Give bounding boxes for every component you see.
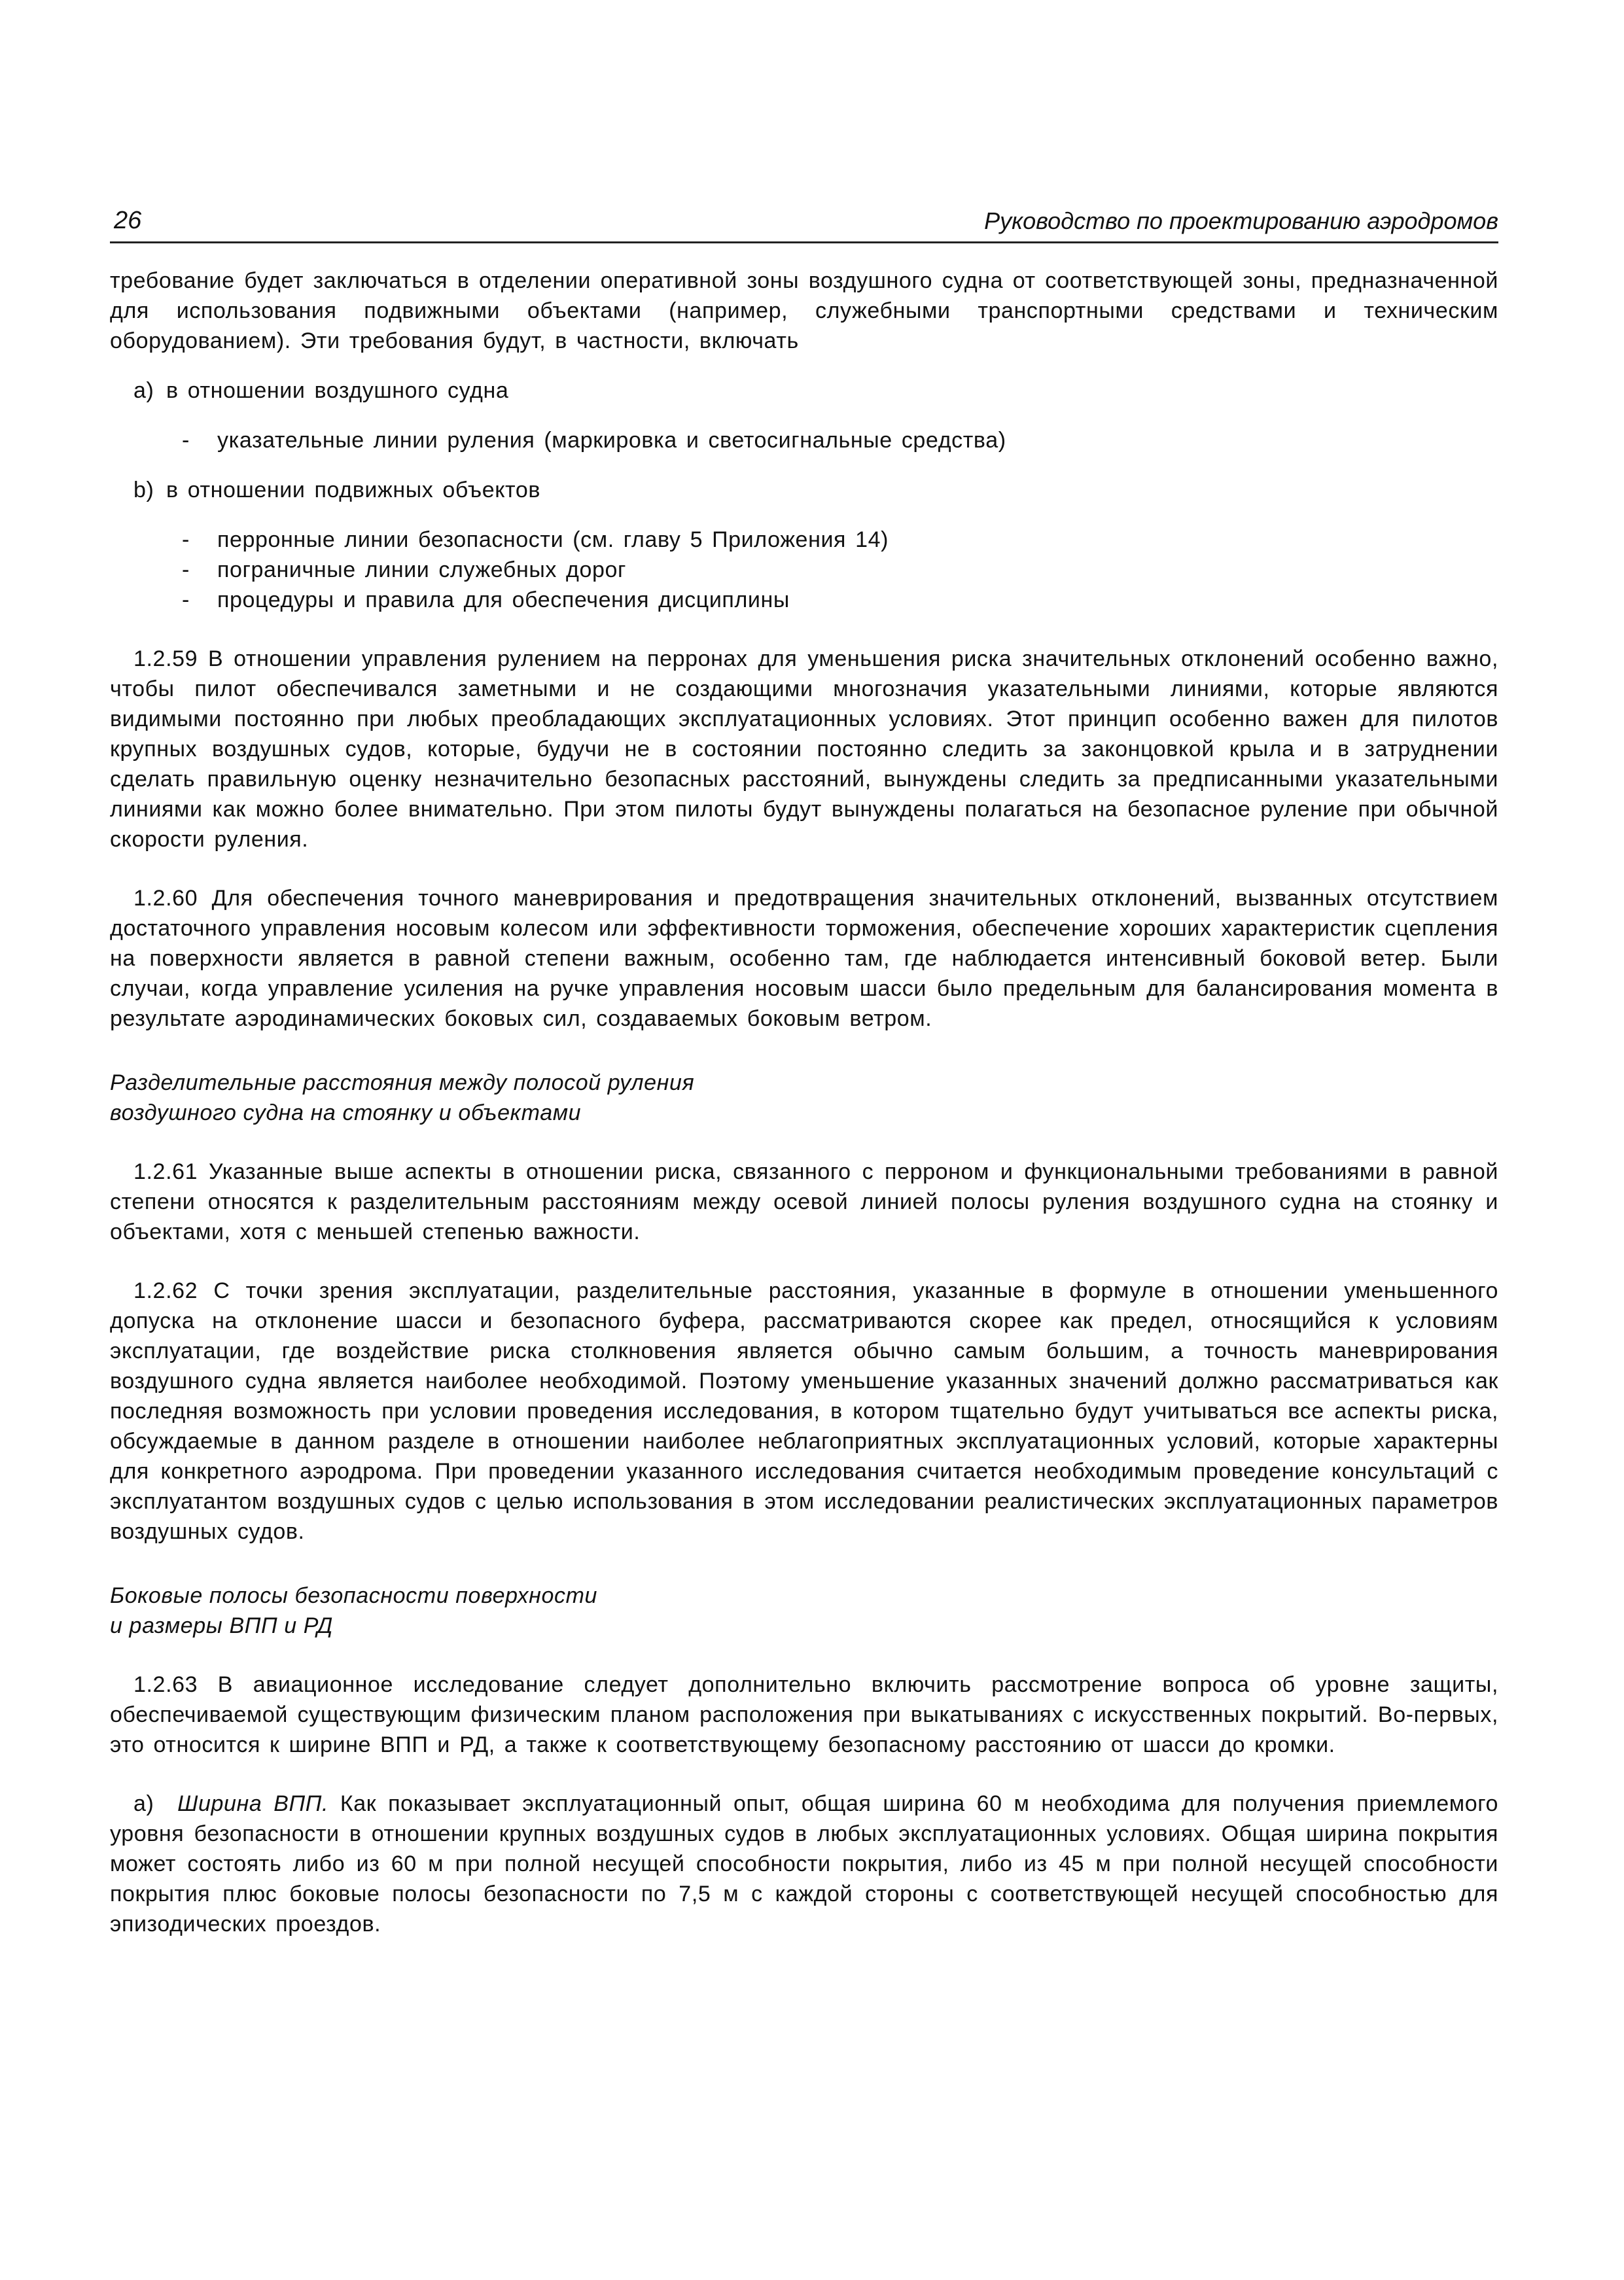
item-title: Ширина ВПП.: [177, 1791, 329, 1816]
section-heading-line: Разделительные расстояния между полосой руления: [110, 1070, 695, 1095]
list-item-b: [110, 475, 1498, 505]
list-item-text: в отношении подвижных объектов: [166, 478, 541, 502]
list-item-a: [110, 376, 1498, 406]
dash-bullet: -: [182, 527, 190, 552]
dash-bullet: -: [182, 428, 190, 453]
paragraph-1-2-63: 1.2.63 В авиационное исследование следует дополнительно включить рассмотрение вопроса об уровне защиты, обеспечиваемой существующим физическим планом расположения при выкатываниях с искусственных покрытий. Во-первых, это относится к ширине ВПП и РД, а также к соответствующему безопасному расстоянию от шасси до кромки.: [110, 1672, 1498, 1757]
paragraph-1-2-61: 1.2.61 Указанные выше аспекты в отношении риска, связанного с перроном и функциональными требованиями в равной степени относятся к разделительным расстояниям между осевой линией полосы руления воздушного судна на стоянку и объектами, хотя с меньшей степенью важности.: [110, 1159, 1498, 1244]
section-heading-line: и размеры ВПП и РД: [110, 1613, 333, 1638]
paragraph-1-2-60: 1.2.60 Для обеспечения точного маневрирования и предотвращения значительных отклонений, вызванных отсутствием достаточного управления носовым колесом или эффективности торможения, обеспечение хороших характеристик сцепления на поверхности является в равной степени важным, особенно там, где наблюдается интенсивный боковой ветер. Были случаи, когда управление усиления на ручке управления носовым шасси было предельным для балансирования момента в результате аэродинамических боковых сил, создаваемых боковым ветром.: [110, 886, 1498, 1031]
sub-list-item-text: указательные линии руления (маркировка и светосигнальные средства): [217, 428, 1006, 453]
page-number: 26: [114, 207, 142, 234]
sub-list-item: [110, 425, 1498, 455]
section-heading-line: воздушного судна на стоянку и объектами: [110, 1100, 582, 1125]
item-text: Как показывает эксплуатационный опыт, общая ширина 60 м необходима для получения приемлемого уровня безопасности в отношении крупных воздушных судов в любых эксплуатационных условиях. Общая ширина покрытия может состоять либо из 60 м при полной несущей способности покрытия, либо из 45 м при полной несущей способности покрытия плюс боковые полосы безопасности по 7,5 м с каждой стороны с соответствующей несущей способностью для эпизодических проездов.: [110, 1791, 1499, 1937]
list-item-text: в отношении воздушного судна: [166, 378, 509, 403]
sub-list-item: [110, 585, 1498, 615]
section-heading-shoulders: [110, 1581, 1498, 1641]
sub-list-item: [110, 525, 1498, 555]
sub-list-item-text: перронные линии безопасности (см. главу 5 Приложения 14): [217, 527, 889, 552]
page-header: [110, 207, 1498, 243]
paragraph-1-2-59: 1.2.59 В отношении управления рулением на перронах для уменьшения риска значительных отклонений особенно важно, чтобы пилот обеспечивался заметными и не создающими многозначия указательными линиями, которые являются видимыми постоянно при любых преобладающих эксплуатационных условиях. Этот принцип особенно важен для пилотов крупных воздушных судов, которые, будучи не в состоянии постоянно следить за законцовкой крыла и в затруднении сделать правильную оценку незначительно безопасных расстояний, вынуждены следить за предписанными указательными линиями как можно более внимательно. При этом пилоты будут вынуждены полагаться на безопасное руление при обычной скорости руления.: [110, 646, 1498, 852]
dash-bullet: -: [182, 557, 190, 582]
sub-list-item-text: пограничные линии служебных дорог: [217, 557, 627, 582]
list-marker: b): [133, 478, 154, 502]
sub-list-item: [110, 555, 1498, 585]
list-marker: a): [133, 378, 154, 403]
paragraph-1-2-62: 1.2.62 С точки зрения эксплуатации, разделительные расстояния, указанные в формуле в отношении уменьшенного допуска на отклонение шасси и безопасного буфера, рассматриваются скорее как предел, относящийся к условиям эксплуатации, где воздействие риска столкновения является обычно самым большим, а точность маневрирования воздушного судна является наиболее необходимой. Поэтому уменьшение указанных значений должно рассматриваться как последняя возможность при условии проведения исследования, в котором тщательно будут учитываться все аспекты риска, обсуждаемые в данном разделе в отношении наиболее неблагоприятных эксплуатационных условий, которые характерны для конкретного аэродрома. При проведении указанного исследования считается необходимым проведение консультаций с эксплуатантом воздушных судов с целью использования в этом исследовании реалистических эксплуатационных параметров воздушных судов.: [110, 1278, 1498, 1544]
item-a-runway-width: [110, 1789, 1498, 1939]
section-heading-line: Боковые полосы безопасности поверхности: [110, 1583, 598, 1608]
running-title: Руководство по проектированию аэродромов: [984, 207, 1498, 234]
intro-paragraph: требование будет заключаться в отделении оперативной зоны воздушного судна от соответствующей зоны, предназначенной для использования подвижными объектами (например, служебными транспортными средствами и техническим оборудованием). Эти требования будут, в частности, включать: [110, 268, 1498, 353]
sub-list-item-text: процедуры и правила для обеспечения дисциплины: [217, 588, 790, 612]
section-heading-separation: [110, 1068, 1498, 1128]
item-marker: a): [133, 1791, 154, 1816]
dash-bullet: -: [182, 588, 190, 612]
